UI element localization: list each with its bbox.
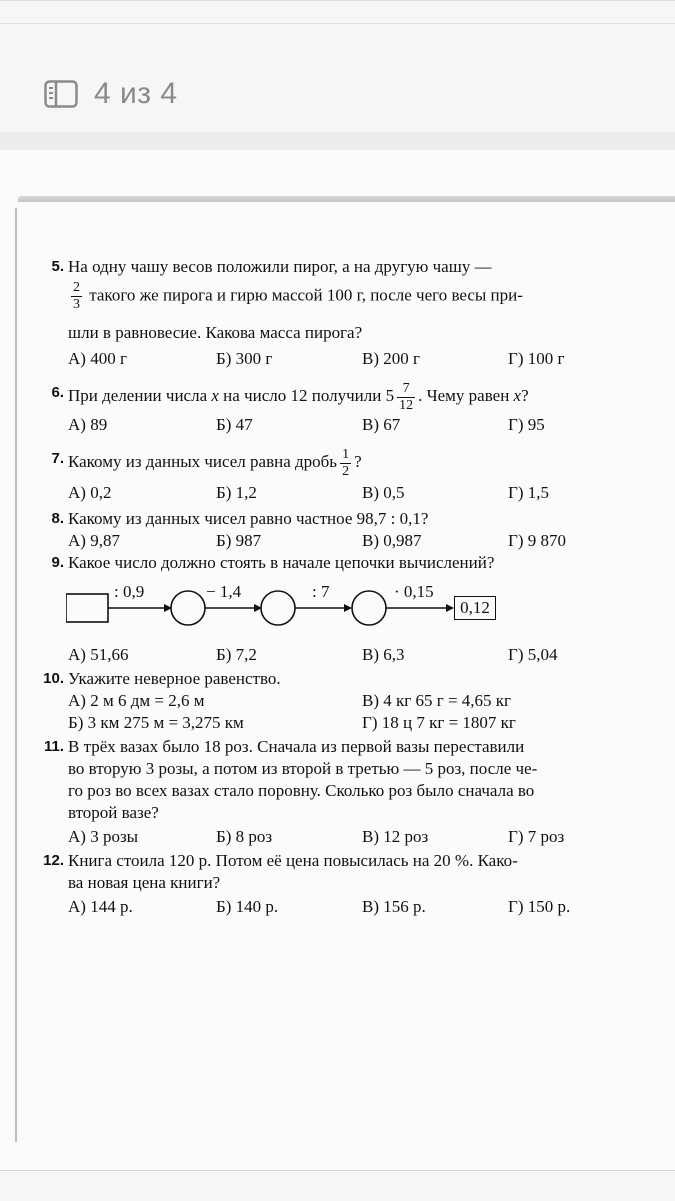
- task-10: [30, 668, 670, 734]
- task-number: 8.: [51, 510, 64, 527]
- viewer-toolbar: [0, 0, 675, 133]
- answer-row: [68, 712, 670, 734]
- page-indicator[interactable]: [44, 77, 178, 111]
- answer-row: [68, 826, 670, 848]
- answer-option[interactable]: А) 144 р.: [68, 897, 133, 916]
- task-text: Укажите неверное равенство.: [68, 669, 281, 688]
- task-number: 7.: [51, 450, 64, 467]
- calculation-chain: [66, 582, 506, 622]
- chain-start-box: [66, 594, 108, 622]
- task-text-part: При делении числа: [68, 386, 208, 405]
- answer-option[interactable]: А) 2 м 6 дм = 2,6 м: [68, 691, 205, 710]
- answer-option[interactable]: Г) 7 роз: [508, 827, 565, 846]
- variable: x: [211, 386, 219, 405]
- task-text: второй вазе?: [68, 803, 159, 822]
- answer-option[interactable]: Б) 7,2: [216, 645, 257, 664]
- page-left-rule: [15, 208, 17, 1142]
- viewer-bottom-bar: [0, 1170, 675, 1201]
- answer-option[interactable]: В) 67: [362, 415, 401, 434]
- task-5: [30, 256, 670, 376]
- answer-option[interactable]: В) 0,5: [362, 483, 405, 502]
- page-gap: [0, 132, 675, 150]
- chain-result-box: 0,12: [454, 596, 496, 620]
- fraction-denominator: 12: [399, 397, 414, 413]
- fraction-numerator: 1: [342, 446, 350, 462]
- answer-option[interactable]: В) 6,3: [362, 645, 405, 664]
- task-text: ва новая цена книги?: [68, 873, 221, 892]
- chain-arrowhead: [344, 604, 352, 612]
- answer-row: [68, 690, 670, 712]
- fraction: [397, 381, 415, 414]
- answer-option[interactable]: Б) 47: [216, 415, 253, 434]
- task-text-part: на число 12 получили: [223, 386, 382, 405]
- task-7: [30, 442, 670, 502]
- page-counter: 4 из 4: [94, 77, 178, 110]
- task-number: 5.: [51, 258, 64, 275]
- chain-step-circle: [352, 591, 386, 625]
- answer-option[interactable]: Б) 3 км 275 м = 3,275 км: [68, 713, 244, 732]
- task-number: 11.: [43, 738, 64, 755]
- task-text-part: . Чему равен: [418, 386, 510, 405]
- task-text: [68, 376, 670, 416]
- chain-step-circle: [261, 591, 295, 625]
- task-number: 10.: [43, 670, 64, 687]
- answer-option[interactable]: Б) 8 роз: [216, 827, 273, 846]
- toolbar-divider: [0, 23, 675, 24]
- task-9: [30, 552, 670, 576]
- chain-operation: : 7: [312, 582, 330, 601]
- task-text: Книга стоила 120 р. Потом её цена повысилась на 20 %. Како-: [68, 851, 518, 870]
- answer-option[interactable]: Г) 100 г: [508, 349, 565, 368]
- task-number: 6.: [51, 384, 64, 401]
- answer-option[interactable]: Г) 1,5: [508, 483, 549, 502]
- answer-option[interactable]: Г) 18 ц 7 кг = 1807 кг: [362, 713, 516, 732]
- fraction-denominator: 2: [342, 463, 350, 479]
- task-text-part: ?: [354, 452, 362, 471]
- fraction: [71, 280, 82, 313]
- answer-option[interactable]: Г) 95: [508, 415, 545, 434]
- answer-option[interactable]: В) 156 р.: [362, 897, 426, 916]
- mixed-number-whole: 5: [385, 386, 395, 405]
- variable: x: [513, 386, 522, 405]
- answer-row: [68, 414, 670, 436]
- task-text: шли в равновесие. Какова масса пирога?: [68, 323, 363, 342]
- task-text: Какое число должно стоять в начале цепочки вычислений?: [68, 553, 495, 572]
- answer-option[interactable]: Г) 5,04: [508, 645, 558, 664]
- answer-row: [68, 348, 670, 370]
- page-top-rule: [18, 196, 675, 202]
- fraction-numerator: 7: [397, 381, 415, 398]
- task-text: В трёх вазах было 18 роз. Сначала из первой вазы переставили: [68, 737, 525, 756]
- task-text: го роз во всех вазах стало поровну. Сколько роз было сначала во: [68, 781, 535, 800]
- answer-option[interactable]: А) 89: [68, 415, 108, 434]
- answer-option[interactable]: Г) 9 870: [508, 531, 566, 550]
- answer-option[interactable]: Б) 140 р.: [216, 897, 279, 916]
- task-8: [30, 508, 670, 552]
- answer-option[interactable]: В) 4 кг 65 г = 4,65 кг: [362, 691, 512, 710]
- task-11: [30, 736, 670, 848]
- chain-step-circle: [171, 591, 205, 625]
- task-text-part: Какому из данных чисел равна дробь: [68, 452, 338, 471]
- task-text: На одну чашу весов положили пирог, а на другую чашу —: [68, 257, 492, 276]
- answer-option[interactable]: А) 400 г: [68, 349, 127, 368]
- task-6: [30, 376, 670, 436]
- task-text: во вторую 3 розы, а потом из второй в третью — 5 роз, после че-: [68, 759, 538, 778]
- task-text: Какому из данных чисел равно частное 98,7 : 0,1?: [68, 509, 429, 528]
- answer-option[interactable]: В) 0,987: [362, 531, 422, 550]
- task-text-part: ?: [521, 386, 529, 405]
- chain-operation: · 0,15: [394, 582, 434, 601]
- answer-option[interactable]: А) 9,87: [68, 531, 120, 550]
- answer-option[interactable]: А) 3 розы: [68, 827, 139, 846]
- answer-row: [68, 482, 670, 504]
- fraction-numerator: 2: [73, 280, 80, 295]
- answer-option[interactable]: В) 12 роз: [362, 827, 429, 846]
- task-text-line: такого же пирога и гирю массой 100 г, после чего весы при-: [89, 285, 523, 305]
- chain-operation: − 1,4: [206, 582, 242, 601]
- document-page: [0, 150, 675, 1170]
- fraction: [340, 447, 351, 480]
- answer-option[interactable]: Б) 300 г: [216, 349, 273, 368]
- chain-operation: : 0,9: [114, 582, 145, 601]
- answer-row: [68, 530, 670, 552]
- page-thumbnails-icon[interactable]: [44, 80, 78, 108]
- task-9-answers: [30, 644, 670, 668]
- answer-option[interactable]: В) 200 г: [362, 349, 420, 368]
- answer-option[interactable]: А) 51,66: [68, 645, 129, 664]
- answer-row: [68, 896, 670, 918]
- task-text: [68, 280, 670, 318]
- task-number: 9.: [51, 554, 64, 571]
- task-text: [68, 442, 670, 482]
- answer-option[interactable]: Б) 987: [216, 531, 262, 550]
- answer-option[interactable]: Г) 150 р.: [508, 897, 571, 916]
- answer-option[interactable]: Б) 1,2: [216, 483, 257, 502]
- answer-row: [68, 644, 670, 666]
- chain-arrowhead: [446, 604, 454, 612]
- task-12: [30, 850, 670, 922]
- task-number: 12.: [43, 852, 64, 869]
- fraction-denominator: 3: [73, 297, 80, 312]
- answer-option[interactable]: А) 0,2: [68, 483, 112, 502]
